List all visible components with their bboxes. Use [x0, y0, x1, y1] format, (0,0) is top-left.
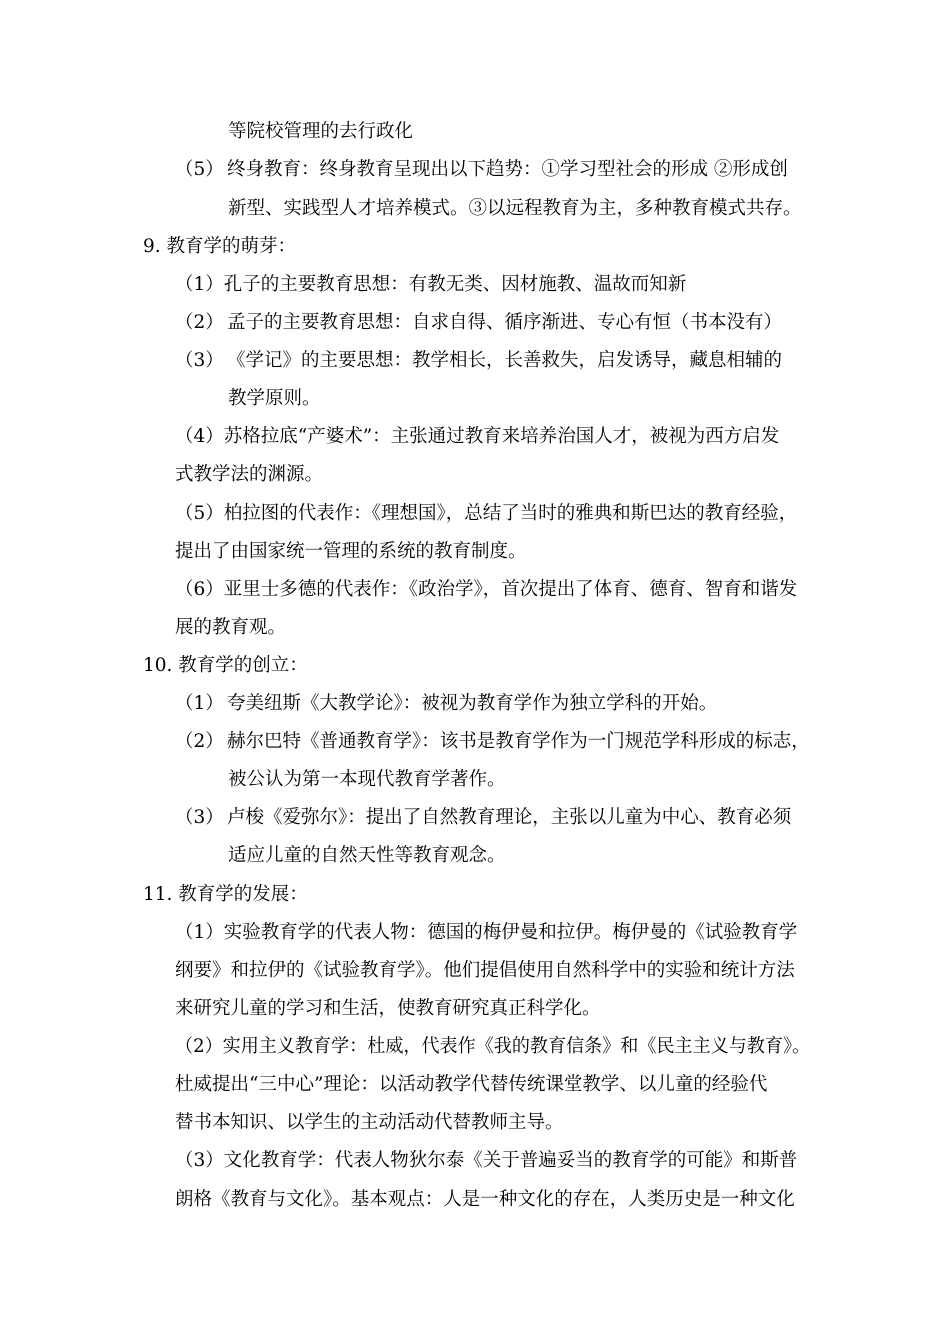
list-item-11-1: （1）实验教育学的代表人物：德国的梅伊曼和拉伊。梅伊曼的《试验教育学 [175, 922, 798, 943]
item-number: （3） [175, 807, 224, 828]
text-line: 提出了由国家统一管理的系统的教育制度。 [175, 541, 527, 562]
section-heading-10: 10. 教育学的创立： [143, 655, 308, 676]
item-text: 终身教育：终身教育呈现出以下趋势：①学习型社会的形成 ②形成创 [227, 159, 788, 180]
text-line: 替书本知识、以学生的主动活动代替教师主导。 [175, 1112, 564, 1133]
text-line: 被公认为第一本现代教育学著作。 [228, 769, 506, 790]
list-item-9-4: （4）苏格拉底“产婆术”：主张通过教育来培养治国人才，被视为西方启发 [175, 426, 780, 447]
text-line: 展的教育观。 [175, 617, 287, 638]
item-text: 孟子的主要教育思想：自求自得、循序渐进、专心有恒（书本没有） [227, 312, 783, 333]
item-text: 《学记》的主要思想：教学相长，长善救失，启发诱导，藏息相辅的 [227, 350, 783, 371]
text-line: 来研究儿童的学习和生活，使教育研究真正科学化。 [175, 998, 601, 1019]
list-item-11-3: （3）文化教育学：代表人物狄尔泰《关于普遍妥当的教育学的可能》和斯普 [175, 1150, 798, 1171]
item-number: （2） [175, 312, 224, 333]
list-item-9-6: （6）亚里士多德的代表作：《政治学》，首次提出了体育、德育、智育和谐发 [175, 579, 798, 600]
text-line: 式教学法的渊源。 [175, 464, 324, 485]
list-item-10-3 [175, 806, 791, 830]
item-number: （2） [175, 731, 224, 752]
list-item-9-1: （1）孔子的主要教育思想：有教无类、因材施教、温故而知新 [175, 274, 687, 295]
text-line: 适应儿童的自然天性等教育观念。 [228, 845, 506, 866]
list-item-9-3 [175, 349, 782, 373]
text-line: 纲要》和拉伊的《试验教育学》。他们提倡使用自然科学中的实验和统计方法 [175, 960, 795, 981]
list-item-10-2 [175, 730, 810, 754]
list-item-10-1 [175, 692, 717, 716]
section-heading-11: 11. 教育学的发展： [143, 884, 308, 905]
item-number: （1） [175, 693, 224, 714]
item-number: （3） [175, 350, 224, 371]
item-text: 夸美纽斯《大教学论》：被视为教育学作为独立学科的开始。 [227, 693, 718, 714]
text-line: 杜威提出“三中心”理论：以活动教学代替传统课堂教学、以儿童的经验代 [175, 1074, 768, 1095]
list-item-9-5: （5）柏拉图的代表作：《理想国》，总结了当时的雅典和斯巴达的教育经验， [175, 503, 798, 524]
text-line: 教学原则。 [228, 388, 321, 409]
section-heading-9: 9. 教育学的萌芽： [143, 236, 297, 257]
item-number: （5） [175, 159, 224, 180]
text-line: 朗格《教育与文化》。基本观点：人是一种文化的存在，人类历史是一种文化 [175, 1189, 795, 1210]
text-line: 等院校管理的去行政化 [228, 121, 414, 142]
text-line: 新型、实践型人才培养模式。③以远程教育为主，多种教育模式共存。 [228, 198, 802, 219]
list-item-5 [175, 158, 788, 182]
list-item-9-2 [175, 311, 782, 335]
item-text: 赫尔巴特《普通教育学》：该书是教育学作为一门规范学科形成的标志， [227, 731, 810, 752]
list-item-11-2: （2）实用主义教育学：杜威，代表作《我的教育信条》和《民主主义与教育》。 [175, 1036, 811, 1057]
item-text: 卢梭《爱弥尔》：提出了自然教育理论，主张以儿童为中心、教育必须 [227, 807, 792, 828]
